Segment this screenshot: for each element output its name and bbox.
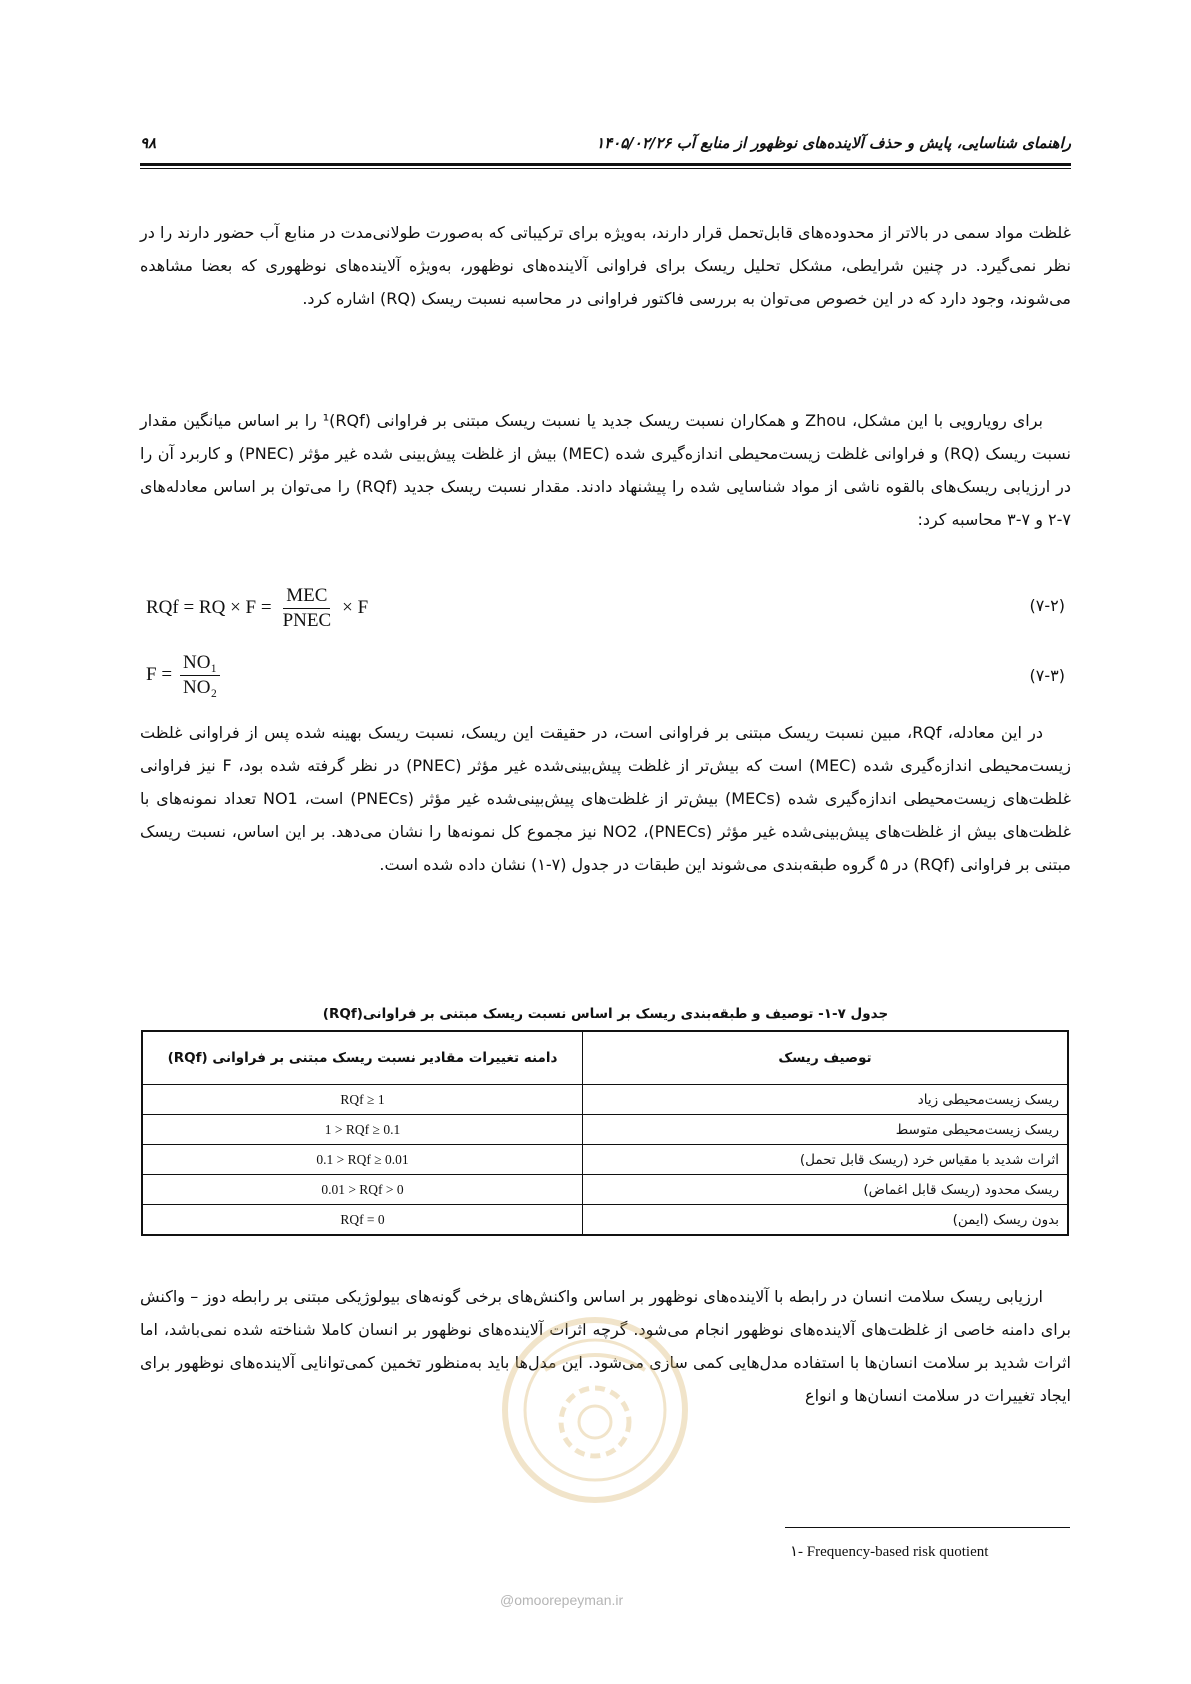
table-caption: جدول ۷-۱- توصیف و طبقه‌بندی ریسک بر اساس نسبت ریسک مبتنی بر فراوانی(RQf) [322, 1006, 889, 1022]
running-header [140, 128, 1071, 164]
cell-rqf-range: RQf ≥ 1 [142, 1085, 583, 1115]
header-rqf-range: دامنه تغییرات مقادیر نسبت ریسک مبتنی بر فراوانی (RQf) [142, 1031, 583, 1085]
cell-rqf-range: 0.1 > RQf ≥ 0.01 [142, 1145, 583, 1175]
paragraph-3: در این معادله، RQf، مبین نسبت ریسک مبتنی بر فراوانی است، در حقیقت این ریسک، نسبت ریسک بهینه شده پس از فراوانی غلظت زیست‌محیطی اندازه‌گیری شده (MEC) است که بیش‌تر از غلظت پیش‌بینی‌شده غیر مؤثر (PNEC) در نظر گرفته شده بود، F نیز فراوانی غلظت‌های زیست‌محیطی اندازه‌گیری شده (MECs) بیش‌تر از غلظت‌های پیش‌بینی‌شده غیر مؤثر (PNECs) است، NO1 تعداد نمونه‌های با غلظت‌های بیش از غلظت‌های پیش‌بینی‌شده غیر مؤثر (PNECs)، NO2 نیز مجموع کل نمونه‌ها را نشان می‌دهد. بر این اساس، نسبت ریسک مبتنی بر فراوانی (RQf) در ۵ گروه طبقه‌بندی می‌شوند این طبقات در جدول (۷-۱) نشان داده شده است. [140, 723, 1072, 874]
fraction-numerator: NO₁ [180, 651, 220, 676]
cell-rqf-range: 1 > RQf ≥ 0.1 [142, 1115, 583, 1145]
cell-rqf-range: 0.01 > RQf > 0 [142, 1175, 583, 1205]
cell-risk-description: اثرات شدید با مقیاس خرد (ریسک قابل تحمل) [583, 1145, 1069, 1175]
table-row [142, 1085, 1068, 1115]
header-rule-thick [140, 163, 1071, 166]
footnote-rule [785, 1527, 1070, 1528]
fraction-numerator: MEC [283, 584, 330, 609]
equation-lhs: RQf = RQ × F = [146, 597, 272, 618]
page-number: ۹۸ [140, 134, 157, 152]
paragraph-4: ارزیابی ریسک سلامت انسان در رابطه با آلاینده‌های نوظهور بر اساس واکنش‌های برخی گونه‌های بیولوژیکی مبتنی بر رابطه دوز – واکنش برای دامنه خاصی از غلظت‌های آلاینده‌های نوظهور انجام می‌شود. گرچه اثرات آلاینده‌های نوظهور بر انسان کاملا شناخته شده نمی‌باشد، اما اثرات شدید بر سلامت انسان‌ها با استفاده مدل‌هایی کمی سازی می‌شود. این مدل‌ها باید به‌منظور تخمین کمی‌توانایی آلاینده‌های نوظهور برای ایجاد تغییرات در سلامت انسان‌ها و انواع [140, 1287, 1071, 1405]
equation-lhs: F = [146, 664, 173, 685]
paragraph-2: برای رویارویی با این مشکل، Zhou و همکاران نسبت ریسک جدید یا نسبت ریسک مبتنی بر فراوانی (RQf)¹ را بر اساس میانگین مقدار نسبت ریسک (RQ) و فراوانی غلظت زیست‌محیطی اندازه‌گیری شده (MEC) بیش از غلظت پیش‌بینی شده غیر مؤثر (PNEC) و کاربرد آن را در ارزیابی ریسک‌های بالقوه ناشی از مواد شناسایی شده را پیشنهاد دادند. مقدار نسبت ریسک جدید (RQf) را می‌توان بر اساس معادله‌های ۷-۲ و ۷-۳ محاسبه کرد: [140, 411, 1072, 529]
header-title: راهنمای شناسایی، پایش و حذف آلاینده‌های نوظهور از منابع آب ۱۴۰۵/۰۲/۲۶ [596, 134, 1071, 152]
footnote: ۱- Frequency-based risk quotient [790, 1544, 989, 1560]
equation-fraction [280, 584, 335, 633]
equation-expression [146, 650, 222, 700]
header-rule-thin [140, 168, 1071, 169]
header-risk-description: توصیف ریسک [583, 1031, 1069, 1085]
cell-risk-description: ریسک محدود (ریسک قابل اغماض) [583, 1175, 1069, 1205]
fraction-denominator: PNEC [282, 609, 332, 631]
equation-number: (۷-۳) [1029, 666, 1065, 685]
equation-7-2 [140, 580, 1071, 636]
cell-risk-description: ریسک زیست‌محیطی زیاد [583, 1085, 1069, 1115]
equation-expression [146, 580, 368, 636]
table-row [142, 1145, 1068, 1175]
gear-seal-icon [475, 1310, 715, 1510]
cell-risk-description: ریسک زیست‌محیطی متوسط [583, 1115, 1069, 1145]
equation-fraction [180, 651, 220, 700]
cell-rqf-range: RQf = 0 [142, 1205, 583, 1236]
table-row [142, 1205, 1068, 1236]
equation-7-3 [140, 650, 1071, 700]
table-header-row [142, 1031, 1068, 1085]
table-row [142, 1175, 1068, 1205]
watermark-text: @omoorepeyman.ir [500, 1592, 624, 1608]
cell-risk-description: بدون ریسک (ایمن) [583, 1205, 1069, 1236]
table-row [142, 1115, 1068, 1145]
equation-tail: × F [342, 597, 369, 618]
equation-number: (۷-۲) [1029, 596, 1065, 615]
risk-classification-table [141, 1030, 1069, 1236]
paragraph-1: غلظت مواد سمی در بالاتر از محدوده‌های قابل‌تحمل قرار دارند، به‌ویژه برای ترکیباتی که به‌صورت طولانی‌مدت در منابع آب حضور دارند را در نظر نمی‌گیرد. در چنین شرایطی، مشکل تحلیل ریسک برای فراوانی آلاینده‌های نوظهور، به‌ویژه آلاینده‌های نوظهوری که بعضا مشاهده می‌شوند، وجود دارد که در این خصوص می‌توان به بررسی فاکتور فراوانی در محاسبه نسبت ریسک (RQ) اشاره کرد. [140, 223, 1071, 308]
fraction-denominator: NO₂ [183, 676, 218, 698]
